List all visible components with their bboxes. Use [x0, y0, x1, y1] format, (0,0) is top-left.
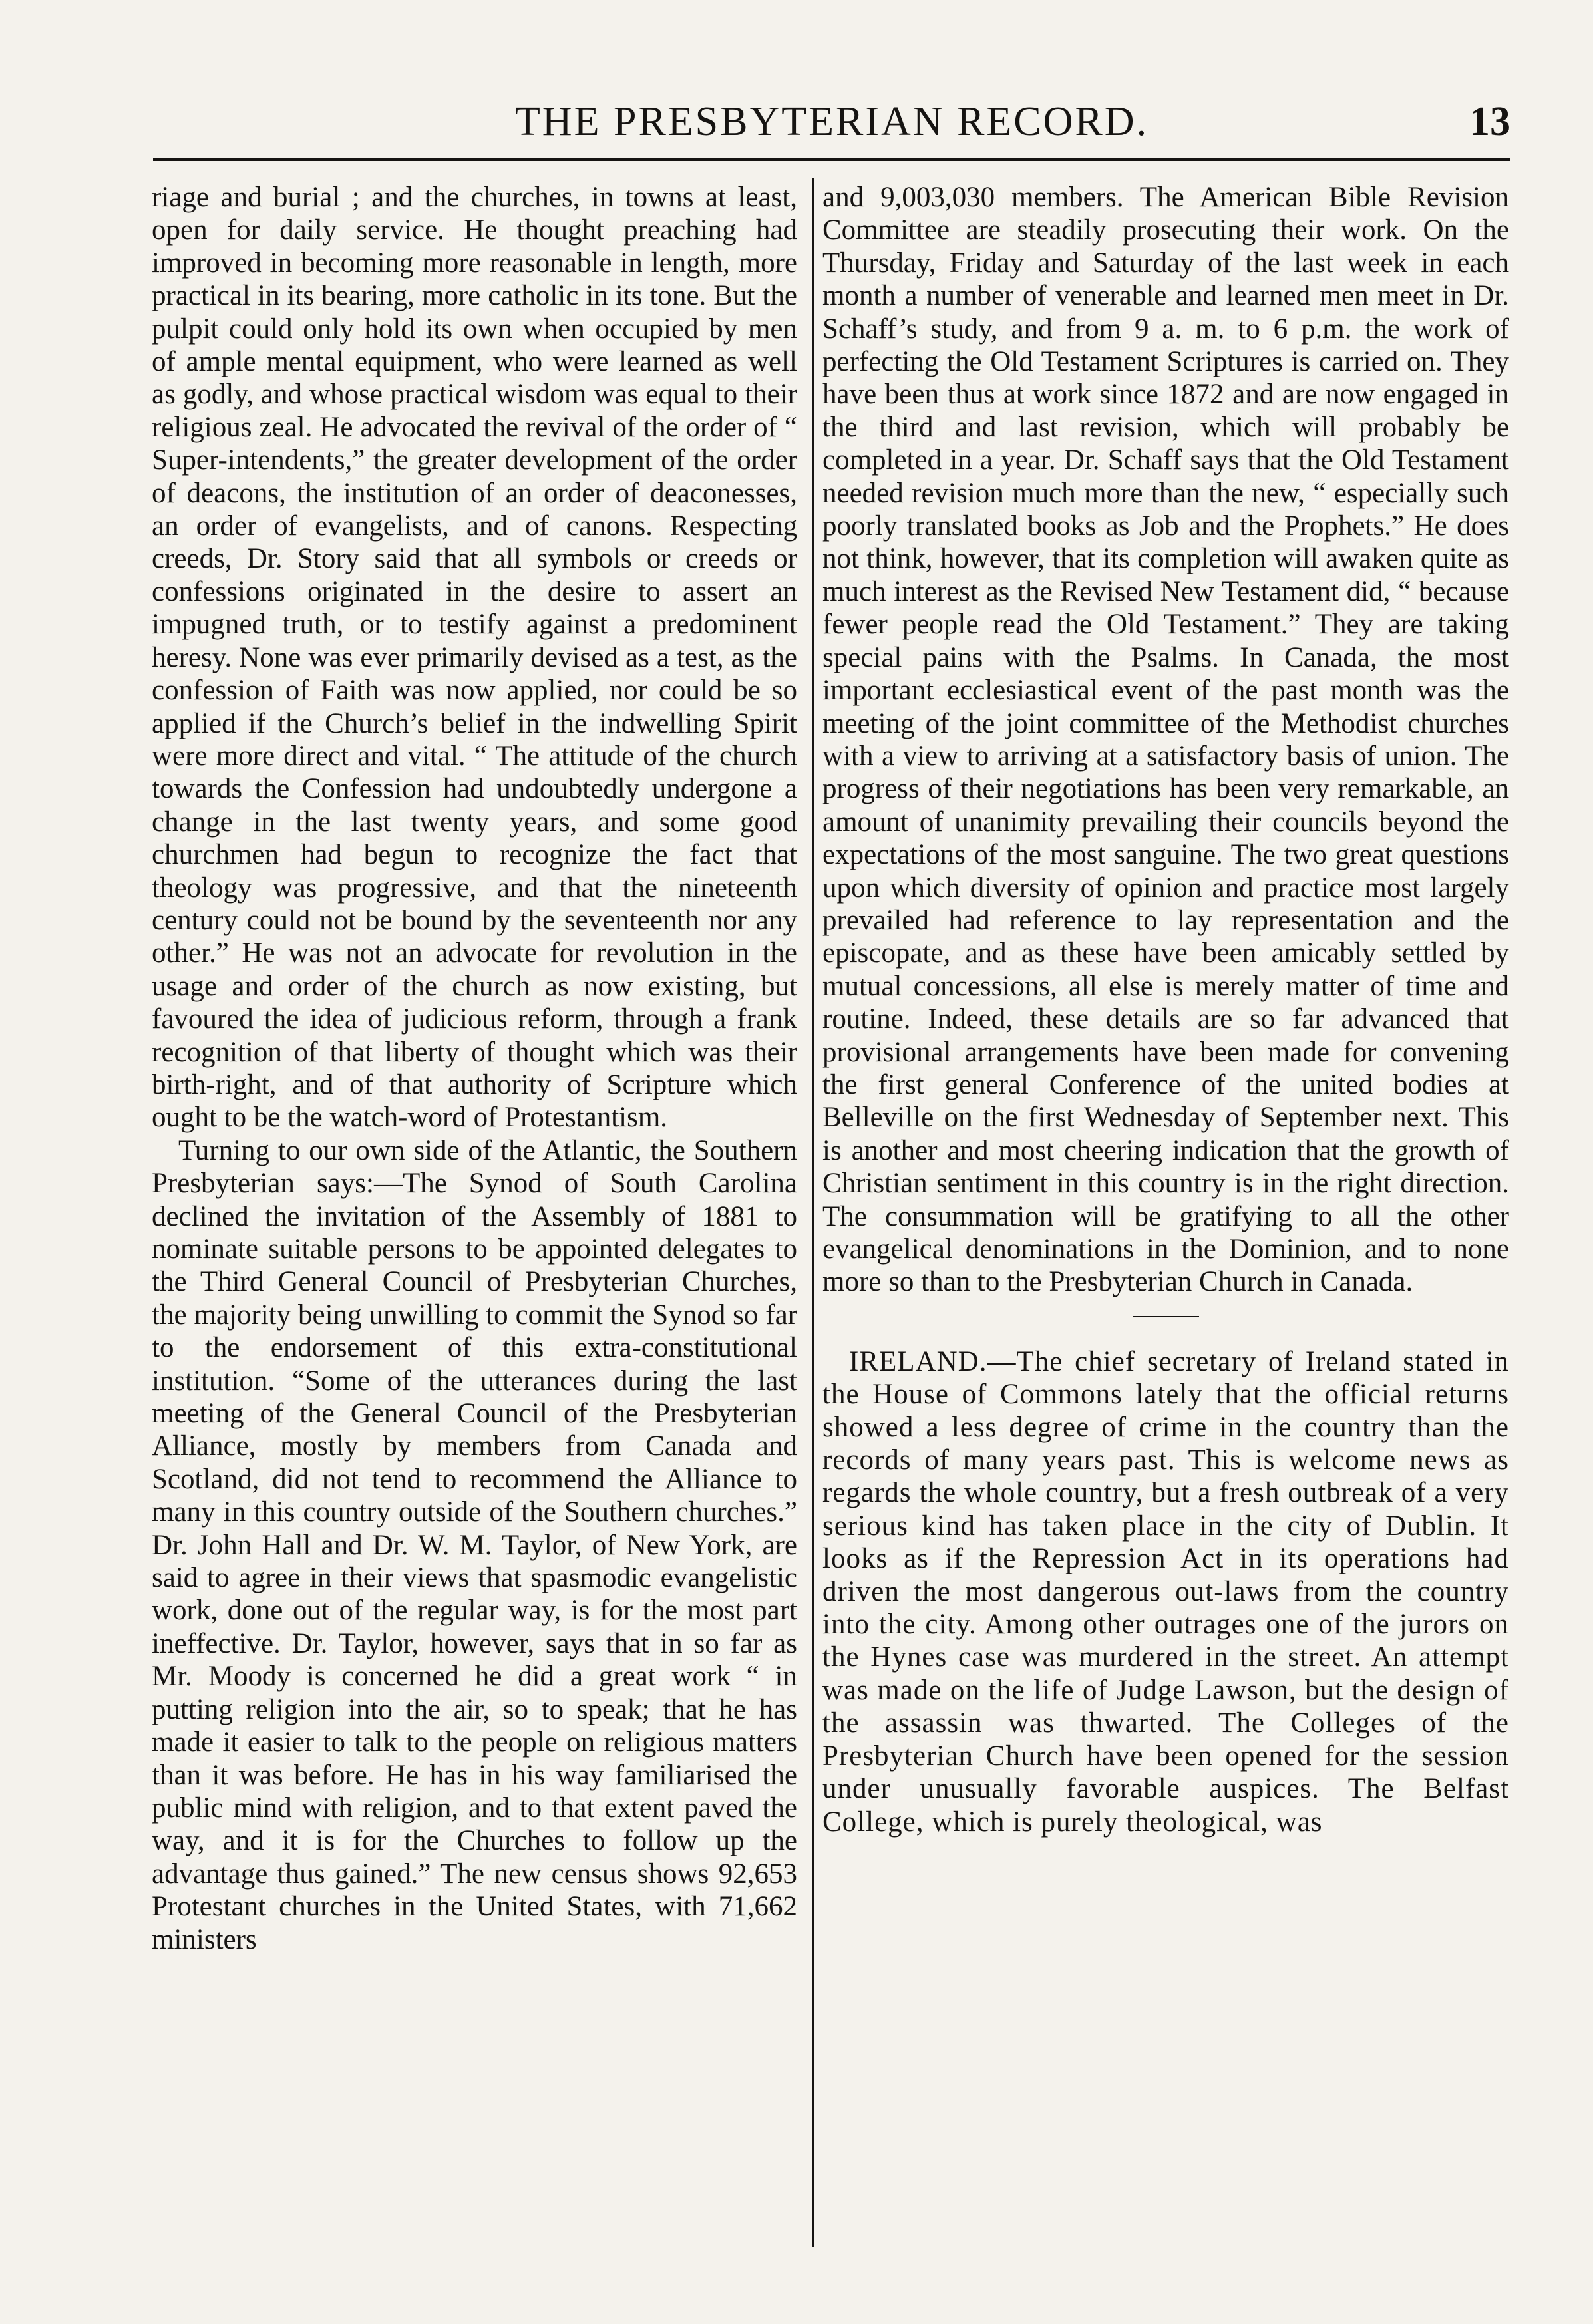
- right-column: [822, 181, 1509, 1838]
- left-column: [152, 181, 797, 1956]
- left-paragraph-2: Turning to our own side of the Atlantic, the Southern Presbyterian says:—The Synod of South Carolina declined the invitation of the Assembly of 1881 to nominate suitable persons to be appointed delegates to the Third General Council of Presbyterian Churches, the majority being unwilling to commit the Synod so far to the endorsement of this extra-constitutional institution. “Some of the utterances during the last meeting of the General Council of the Presbyterian Alliance, mostly by members from Canada and Scotland, did not tend to recommend the Alliance to many in this country outside of the Southern churches.” Dr. John Hall and Dr. W. M. Taylor, of New York, are said to agree in their views that spasmodic evangelistic work, done out of the regular way, is for the most part ineffective. Dr. Taylor, however, says that in so far as Mr. Moody is concerned he did a great work “ in putting religion into the air, so to speak; that he has made it easier to talk to the people on religious matters than it was before. He has in his way familiarised the public mind with religion, and to that extent paved the way, and it is for the Churches to follow up the advantage thus gained.” The new census shows 92,653 Protestant churches in the United States, with 71,662 ministers: [152, 1134, 797, 1955]
- running-title: THE PRESBYTERIAN RECORD.: [514, 99, 1149, 144]
- column-divider: [812, 178, 814, 2247]
- page-header: [153, 92, 1510, 152]
- section-separator: [1133, 1316, 1199, 1317]
- ireland-paragraph: IRELAND.—The chief secretary of Ireland stated in the House of Commons lately that the official returns showed a less degree of crime in the country than the records of many years past. This is welcome news as regards the whole country, but a fresh outbreak of a very serious kind has taken place in the city of Dublin. It looks as if the Repression Act in its operations had driven the most dangerous out-laws from the country into the city. Among other outrages one of the jurors on the Hynes case was murdered in the street. An attempt was made on the life of Judge Lawson, but the design of the assassin was thwarted. The Colleges of the Presbyterian Church have been opened for the session under unusually favorable auspices. The Belfast College, which is purely theological, was: [822, 1345, 1509, 1838]
- right-paragraph-1: and 9,003,030 members. The American Bible Revision Committee are steadily prosecuting their work. On the Thursday, Friday and Saturday of the last week in each month a number of venerable and learned men meet in Dr. Schaff’s study, and from 9 a. m. to 6 p.m. the work of perfecting the Old Testament Scriptures is carried on. They have been thus at work since 1872 and are now engaged in the third and last revision, which will probably be completed in a year. Dr. Schaff says that the Old Testament needed revision much more than the new, “ especially such poorly translated books as Job and the Prophets.” He does not think, however, that its completion will awaken quite as much interest as the Revised New Testament did, “ because fewer people read the Old Testament.” They are taking special pains with the Psalms. In Canada, the most important ecclesiastical event of the past month was the meeting of the joint committee of the Methodist churches with a view to arriving at a satisfactory basis of union. The progress of their negotiations has been very remarkable, an amount of unanimity prevailing their councils beyond the expectations of the most sanguine. The two great questions upon which diversity of opinion and practice most largely prevailed had reference to lay representation and the episcopate, and as these have been amicably settled by mutual concessions, all else is merely matter of time and routine. Indeed, these details are so far advanced that provisional arrangements have been made for convening the first general Conference of the united bodies at Belleville on the first Wednesday of September next. This is another and most cheering indication that the growth of Christian sentiment in this country is in the right direction. The consummation will be gratifying to all the other evangelical denominations in the Dominion, and to none more so than to the Presbyterian Church in Canada.: [822, 182, 1509, 1298]
- header-rule: [153, 158, 1510, 161]
- left-paragraph-1: riage and burial ; and the churches, in towns at least, open for daily service. He thought preaching had improved in becoming more reasonable in length, more practical in its bearing, more catholic in its tone. But the pulpit could only hold its own when occupied by men of ample mental equipment, who were learned as well as godly, and whose practical wisdom was equal to their religious zeal. He advocated the revival of the order of “ Super-intendents,” the greater development of the order of deacons, the institution of an order of deaconesses, an order of evangelists, and of canons. Respecting creeds, Dr. Story said that all symbols or creeds or confessions originated in the desire to assert an impugned truth, or to testify against a predominent heresy. None was ever primarily devised as a test, as the confession of Faith was now applied, nor could be so applied if the Church’s belief in the indwelling Spirit were more direct and vital. “ The attitude of the church towards the Confession had undoubtedly undergone a change in the last twenty years, and some good churchmen had begun to recognize the fact that theology was progressive, and that the nineteenth century could not be bound by the seventeenth nor any other.” He was not an advocate for revolution in the usage and order of the church as now existing, but favoured the idea of judicious reform, through a frank recognition of that liberty of thought which was their birth-right, and of that authority of Scripture which ought to be the watch-word of Protestantism.: [152, 182, 797, 1134]
- page-number: 13: [1469, 99, 1510, 144]
